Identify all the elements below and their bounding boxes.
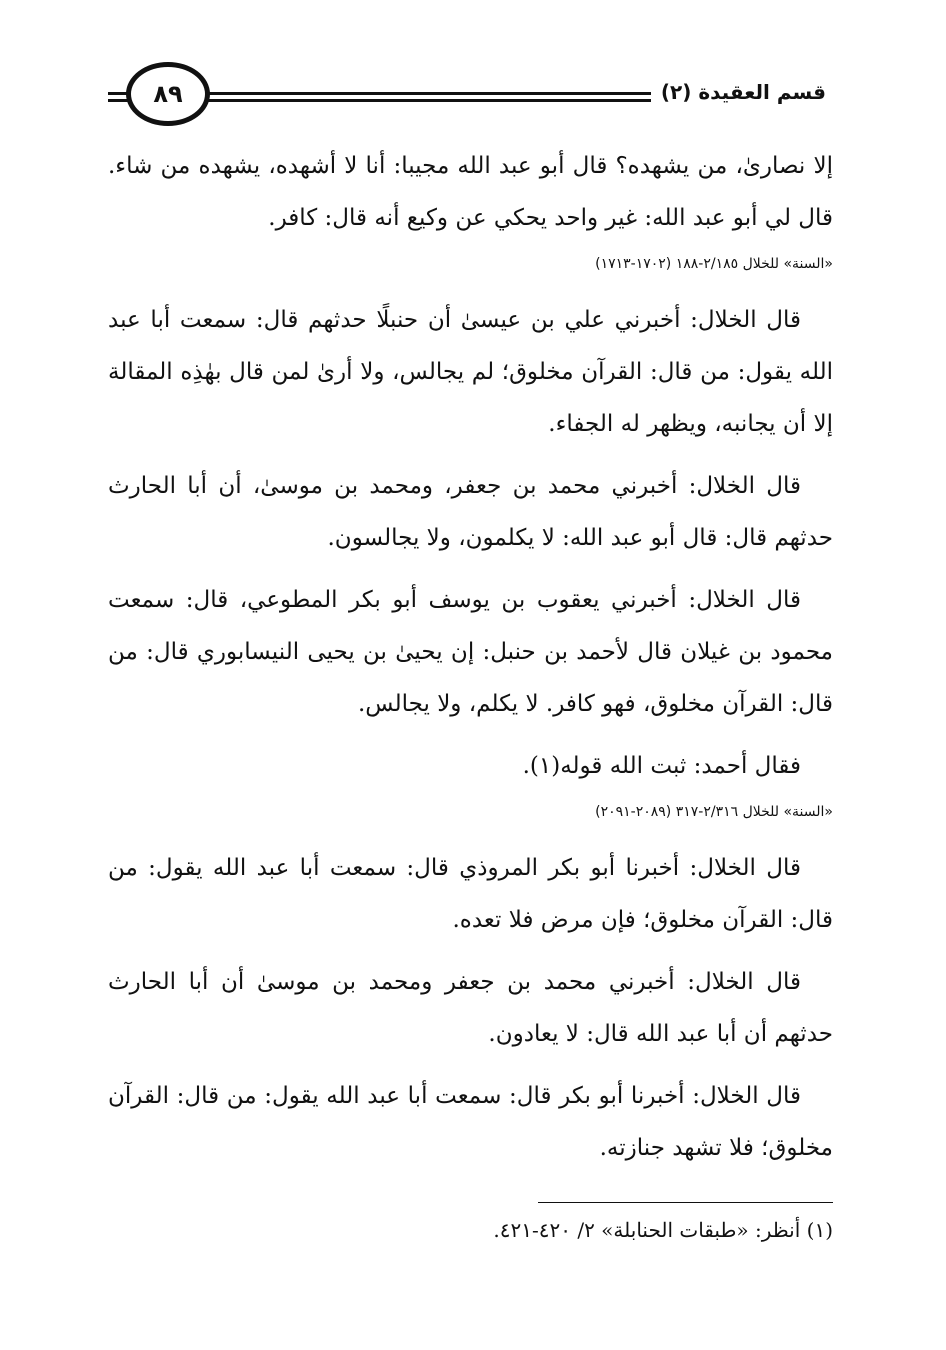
source-citation-1: «السنة» للخلال ٢/١٨٥-١٨٨ (١٧٠٢-١٧١٣) <box>595 256 833 272</box>
source-citation-2: «السنة» للخلال ٢/٣١٦-٣١٧ (٢٠٨٩-٢٠٩١) <box>595 804 833 820</box>
section-title: قسم العقيدة (٢) <box>651 80 836 104</box>
paragraph-4: قال الخلال: أخبرني يعقوب بن يوسف أبو بكر المطوعي، قال: سمعت محمود بن غيلان قال لأحمد بن حنبل: إن يحيىٰ بن يحيى النيسابوري قال: من قال: القرآن مخلوق، فهو كافر. لا يكلم، ولا يجالس. <box>108 587 833 717</box>
paragraph-2: قال الخلال: أخبرني علي بن عيسىٰ أن حنبلًا حدثهم قال: سمعت أبا عبد الله يقول: من قال: القرآن مخلوق؛ لم يجالس، ولا أرىٰ لمن قال بهٰذِه المقالة إلا أن يجانبه، ويظهر له الجفاء. <box>108 307 833 437</box>
paragraph-1: إلا نصارىٰ، من يشهده؟ قال أبو عبد الله مجيبا: أنا لا أشهده، يشهده من شاء. قال لي أبو عبد الله: غير واحد يحكي عن وكيع أنه قال: كافر. <box>108 153 833 231</box>
running-header <box>0 0 946 140</box>
page-number: ٨٩ <box>126 62 210 126</box>
footnote: (١) أنظر: «طبقات الحنابلة» ٢/ ٤٢٠-٤٢١. <box>493 1218 833 1242</box>
paragraph-5: فقال أحمد: ثبت الله قوله(١). <box>522 753 801 779</box>
paragraph-6: قال الخلال: أخبرنا أبو بكر المروذي قال: سمعت أبا عبد الله يقول: من قال: القرآن مخلوق؛ فإن مرض فلا تعده. <box>108 855 833 933</box>
main-text <box>108 140 833 1174</box>
paragraph-3: قال الخلال: أخبرني محمد بن جعفر، ومحمد بن موسىٰ، أن أبا الحارث حدثهم قال: قال أبو عبد الله: لا يكلمون، ولا يجالسون. <box>108 473 833 551</box>
footnote-separator <box>538 1202 833 1203</box>
paragraph-8: قال الخلال: أخبرنا أبو بكر قال: سمعت أبا عبد الله يقول: من قال: القرآن مخلوق؛ فلا تشهد جنازته. <box>108 1083 833 1161</box>
paragraph-7: قال الخلال: أخبرني محمد بن جعفر ومحمد بن موسىٰ أن أبا الحارث حدثهم أن أبا عبد الله قال: لا يعادون. <box>108 969 833 1047</box>
